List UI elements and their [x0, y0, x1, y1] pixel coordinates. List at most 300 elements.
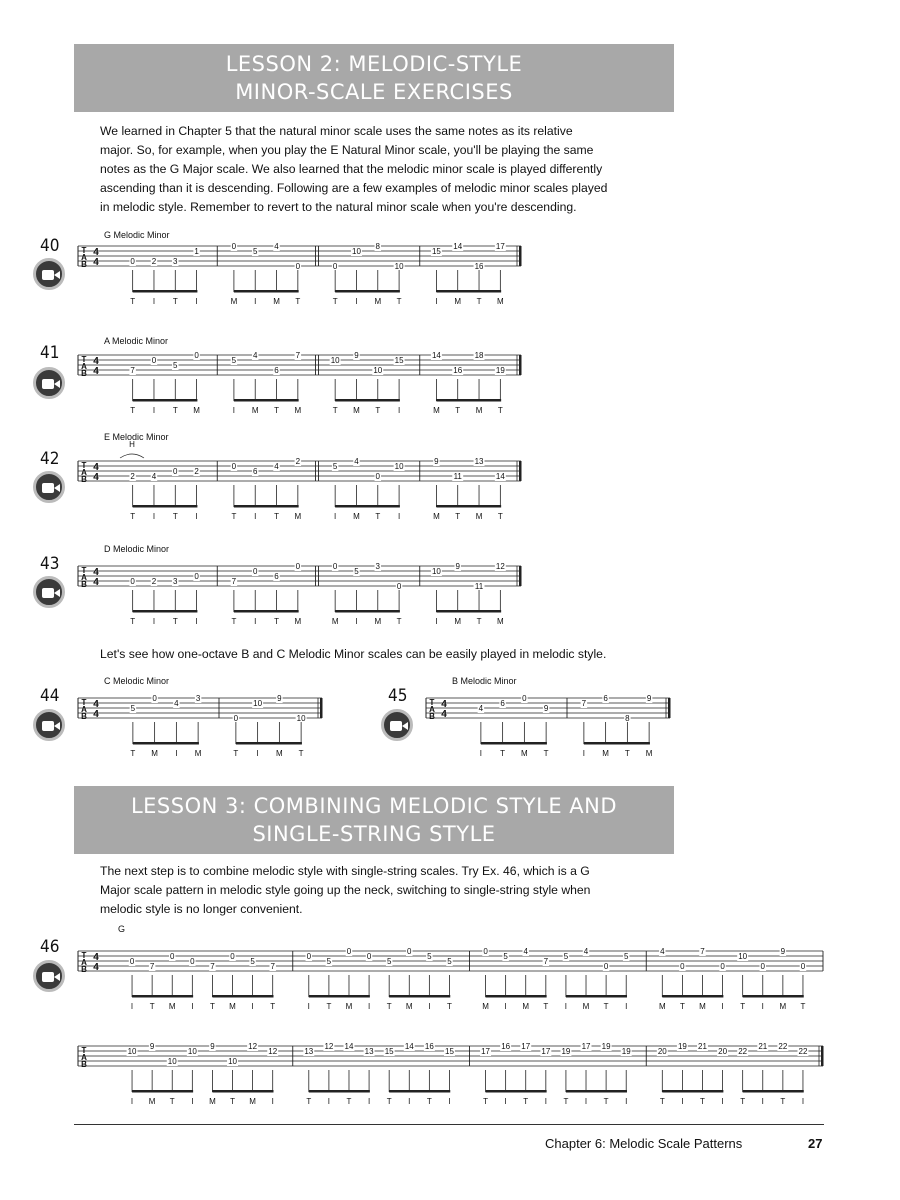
tab-fret-number: 16	[424, 1042, 434, 1051]
tab-fret-number: 7	[231, 577, 237, 586]
paragraph-line: Let's see how one-octave B and C Melodic Minor scales can be easily played in melodic style.	[100, 647, 607, 661]
picking-finger-label: T	[233, 749, 239, 758]
tab-fret-number: 6	[603, 694, 608, 703]
picking-finger-label: I	[355, 617, 358, 626]
footer-rule	[74, 1124, 824, 1125]
tab-clef-b: B	[81, 475, 87, 484]
beam	[486, 995, 547, 998]
tab-fret-number: 6	[500, 699, 505, 708]
tab-clef-t: T	[81, 355, 87, 364]
tab-fret-number: 6	[274, 366, 279, 375]
tab-fret-number: 6	[252, 467, 258, 476]
tab-fret-number: 10	[127, 1047, 137, 1056]
tab-fret-number: 17	[521, 1042, 531, 1051]
picking-finger-label: I	[625, 1097, 628, 1106]
tab-fret-number: 15	[384, 1047, 394, 1056]
tab-fret-number: 10	[738, 952, 748, 961]
time-sig-bottom: 4	[93, 709, 99, 720]
final-barline-thick	[519, 355, 522, 375]
tab-fret-number: 7	[581, 699, 587, 708]
tab-fret-number: 19	[601, 1042, 611, 1051]
picking-finger-label: T	[306, 1097, 312, 1106]
beam	[436, 290, 501, 293]
video-play-icon[interactable]	[33, 960, 65, 992]
paragraph-line: melodic style is no longer convenient.	[100, 902, 303, 916]
picking-finger-label: M	[294, 406, 302, 415]
picking-finger-label: T	[230, 1097, 235, 1106]
time-sig-bottom: 4	[93, 366, 99, 377]
time-sig-top: 4	[93, 699, 99, 710]
picking-finger-label: M	[193, 406, 200, 415]
picking-finger-label: M	[521, 749, 528, 758]
picking-finger-label: T	[700, 1097, 705, 1106]
beam	[132, 995, 193, 998]
tab-fret-number: 9	[149, 1042, 155, 1051]
picking-finger-label: I	[254, 512, 257, 521]
example-number: 40	[40, 236, 60, 256]
picking-finger-label: M	[276, 749, 283, 758]
picking-finger-label: M	[482, 1002, 489, 1011]
picking-finger-label: I	[334, 512, 337, 521]
picking-finger-label: T	[386, 1097, 392, 1106]
picking-finger-label: I	[428, 1002, 431, 1011]
picking-finger-label: T	[172, 512, 178, 521]
tab-fret-number: 13	[474, 457, 484, 466]
tab-clef-a: A	[81, 705, 87, 714]
picking-finger-label: T	[172, 406, 178, 415]
tab-fret-number: 10	[394, 462, 404, 471]
final-barline-thick	[519, 566, 522, 586]
tab-fret-number: 9	[210, 1042, 215, 1051]
tab-fret-number: 18	[474, 351, 484, 360]
beam	[662, 1090, 723, 1093]
tab-fret-number: 21	[698, 1042, 707, 1051]
tab-fret-number: 5	[386, 957, 392, 966]
tab-fret-number: 16	[453, 366, 463, 375]
picking-finger-label: I	[251, 1002, 254, 1011]
paragraph-line: major. So, for example, when you play the E Natural Minor scale, you'll be playing the same	[100, 143, 594, 157]
picking-finger-label: I	[327, 1097, 331, 1106]
picking-finger-label: T	[386, 1002, 392, 1011]
scale-label: B Melodic Minor	[452, 676, 517, 686]
picking-finger-label: I	[195, 297, 198, 306]
tab-fret-number: 15	[445, 1047, 454, 1056]
picking-finger-label: M	[251, 406, 259, 415]
picking-finger-label: T	[396, 297, 402, 306]
picking-finger-label: M	[645, 749, 653, 758]
video-play-icon[interactable]	[33, 709, 65, 741]
beam	[389, 995, 450, 998]
picking-finger-label: M	[230, 297, 238, 306]
tab-fret-number: 19	[495, 366, 505, 375]
picking-finger-label: I	[721, 1002, 724, 1011]
picking-finger-label: I	[191, 1097, 194, 1106]
tab-fret-number: 0	[295, 262, 301, 271]
tab-fret-number: 4	[660, 947, 665, 956]
tab-fret-number: 0	[129, 957, 135, 966]
tab-fret-number: 4	[151, 472, 157, 481]
tab-clef-a: A	[81, 573, 87, 582]
final-barline-thick	[519, 246, 522, 266]
tab-clef-b: B	[81, 712, 87, 721]
beam	[309, 1090, 370, 1093]
tab-fret-number: 0	[366, 952, 372, 961]
tab-fret-number: 7	[130, 366, 135, 375]
picking-finger-label: M	[433, 512, 440, 521]
picking-finger-label: T	[332, 297, 338, 306]
picking-finger-label: T	[800, 1002, 806, 1011]
picking-finger-label: I	[195, 512, 198, 521]
picking-finger-label: T	[270, 1002, 276, 1011]
tab-fret-number: 0	[760, 962, 765, 971]
tab-fret-number: 9	[455, 562, 460, 571]
picking-finger-label: I	[307, 1002, 310, 1011]
final-barline-thick	[519, 461, 522, 481]
picking-finger-label: M	[454, 297, 462, 306]
tab-fret-number: 0	[800, 962, 806, 971]
picking-finger-label: M	[497, 297, 504, 306]
tab-fret-number: 7	[700, 947, 705, 956]
beam	[133, 399, 198, 402]
tab-fret-number: 14	[453, 242, 463, 251]
tab-fret-number: 15	[394, 356, 404, 365]
picking-finger-label: T	[295, 297, 301, 306]
final-barline-thick	[821, 1046, 824, 1066]
tab-fret-number: 2	[194, 467, 199, 476]
tab-fret-number: 7	[270, 962, 275, 971]
tab-fret-number: 0	[396, 582, 402, 591]
picking-finger-label: T	[169, 1097, 175, 1106]
final-barline-thick	[668, 698, 671, 718]
video-play-icon[interactable]	[33, 576, 65, 608]
picking-finger-label: T	[298, 749, 304, 758]
tab-fret-number: 0	[522, 694, 527, 703]
tab-fret-number: 0	[252, 567, 258, 576]
page-number: 27	[808, 1136, 823, 1151]
picking-finger-label: T	[375, 406, 381, 415]
picking-finger-label: T	[476, 297, 482, 306]
picking-finger-label: T	[130, 297, 136, 306]
tab-fret-number: 4	[274, 462, 279, 471]
lesson-2-title-line-1: LESSON 2: MELODIC-STYLE	[225, 52, 523, 76]
tab-fret-number: 5	[332, 462, 338, 471]
tab-fret-number: 4	[252, 351, 258, 360]
time-sig-top: 4	[93, 567, 99, 578]
picking-finger-label: T	[231, 617, 237, 626]
hammer-on-slur	[120, 454, 144, 458]
beam	[212, 1090, 273, 1093]
tab-fret-number: 0	[173, 467, 178, 476]
picking-finger-label: T	[326, 1002, 332, 1011]
tab-fret-number: 22	[778, 1042, 788, 1051]
tab-fret-number: 17	[541, 1047, 551, 1056]
tab-fret-number: 5	[354, 567, 359, 576]
beam	[234, 290, 299, 293]
tab-fret-number: 14	[404, 1042, 414, 1051]
tab-fret-number: 20	[657, 1047, 667, 1056]
beam	[309, 995, 370, 998]
tab-clef-t: T	[81, 1046, 87, 1055]
picking-finger-label: T	[523, 1097, 529, 1106]
beam	[234, 399, 299, 402]
picking-finger-label: T	[659, 1097, 665, 1106]
tab-clef-a: A	[81, 362, 87, 371]
beam	[662, 995, 723, 998]
tab-fret-number: 10	[431, 567, 441, 576]
beam	[481, 742, 547, 745]
tab-fret-number: 0	[407, 947, 412, 956]
picking-finger-label: M	[194, 749, 202, 758]
tab-clef-b: B	[81, 580, 87, 589]
tab-fret-number: 0	[194, 351, 199, 360]
tab-fret-number: 0	[130, 577, 135, 586]
time-sig-bottom: 4	[93, 257, 99, 268]
tab-clef-b: B	[81, 1060, 87, 1069]
example-number: 46	[40, 937, 60, 957]
tab-fret-number: 5	[447, 957, 452, 966]
tab-fret-number: 8	[375, 242, 381, 251]
beam	[335, 290, 400, 293]
scale-label: C Melodic Minor	[104, 676, 170, 686]
tab-fret-number: 7	[543, 957, 549, 966]
tab-clef-b: B	[81, 965, 87, 974]
example-number: 42	[40, 449, 60, 469]
picking-finger-label: I	[130, 1097, 134, 1106]
picking-finger-label: M	[331, 617, 339, 626]
picking-finger-label: I	[256, 749, 259, 758]
time-sig-top: 4	[93, 247, 99, 258]
picking-finger-label: M	[294, 512, 302, 521]
tab-fret-number: 0	[231, 242, 237, 251]
example-number: 43	[40, 554, 60, 574]
tab-fret-number: 3	[195, 694, 201, 703]
tab-fret-number: 12	[268, 1047, 278, 1056]
picking-finger-label: I	[801, 1097, 805, 1106]
picking-finger-label: T	[447, 1002, 452, 1011]
lesson-3-banner	[74, 786, 674, 854]
time-sig-bottom: 4	[93, 577, 99, 588]
picking-finger-label: T	[130, 749, 136, 758]
tab-fret-number: 5	[326, 957, 332, 966]
picking-finger-label: I	[152, 617, 156, 626]
picking-finger-label: M	[353, 406, 360, 415]
tab-fret-number: 10	[373, 366, 383, 375]
scale-label: D Melodic Minor	[104, 544, 170, 554]
tab-fret-number: 0	[720, 962, 725, 971]
time-sig-top: 4	[441, 699, 447, 710]
lesson-2-title-line-2: MINOR-SCALE EXERCISES	[235, 80, 513, 104]
tab-clef-b: B	[429, 712, 435, 721]
picking-finger-label: T	[149, 1002, 155, 1011]
picking-finger-label: T	[679, 1002, 685, 1011]
tab-fret-number: 16	[474, 262, 484, 271]
picking-finger-label: T	[455, 406, 461, 415]
video-play-icon[interactable]	[381, 709, 413, 741]
tab-fret-number: 4	[174, 699, 179, 708]
picking-finger-label: T	[497, 512, 503, 521]
tab-fret-number: 4	[274, 242, 279, 251]
time-sig-bottom: 4	[441, 709, 447, 720]
tab-fret-number: 0	[346, 947, 352, 956]
final-barline-thick	[320, 698, 323, 718]
picking-finger-label: I	[435, 617, 438, 626]
picking-finger-label: T	[274, 617, 279, 626]
picking-finger-label: M	[602, 749, 609, 758]
tab-fret-number: 22	[738, 1047, 748, 1056]
picking-finger-label: M	[497, 617, 504, 626]
picking-finger-label: M	[433, 406, 440, 415]
picking-finger-label: I	[584, 1097, 588, 1106]
picking-finger-label: M	[405, 1002, 413, 1011]
beam	[436, 505, 501, 508]
picking-finger-label: I	[254, 617, 257, 626]
tab-fret-number: 5	[503, 952, 508, 961]
tab-fret-number: 4	[583, 947, 589, 956]
picking-finger-label: T	[375, 512, 381, 521]
picking-finger-label: I	[564, 1002, 568, 1011]
picking-finger-label: T	[130, 406, 136, 415]
tab-fret-number: 9	[646, 694, 652, 703]
picking-finger-label: I	[479, 749, 482, 758]
picking-finger-label: I	[544, 1097, 547, 1106]
tab-fret-number: 11	[474, 582, 484, 591]
tab-fret-number: 20	[718, 1047, 728, 1056]
tab-fret-number: 0	[295, 562, 301, 571]
picking-finger-label: M	[345, 1002, 353, 1011]
tab-fret-number: 10	[352, 247, 361, 256]
tab-fret-number: 10	[330, 356, 340, 365]
tab-fret-number: 10	[167, 1057, 177, 1066]
picking-finger-label: I	[397, 512, 401, 521]
paragraph-line: We learned in Chapter 5 that the natural minor scale uses the same notes as its relative	[100, 124, 573, 138]
tab-fret-number: 3	[173, 577, 178, 586]
tab-fret-number: 9	[543, 704, 549, 713]
tab-fret-number: 12	[324, 1042, 334, 1051]
tab-fret-number: 12	[495, 562, 505, 571]
chapter-footer: Chapter 6: Melodic Scale Patterns	[545, 1136, 743, 1151]
tab-fret-number: 0	[332, 262, 338, 271]
tab-fret-number: 0	[332, 562, 338, 571]
tab-clef-a: A	[81, 1053, 87, 1062]
tab-fret-number: 2	[295, 457, 301, 466]
mid-text	[100, 645, 675, 664]
picking-finger-label: T	[346, 1097, 352, 1106]
beam	[133, 610, 198, 613]
tab-fret-number: 10	[394, 262, 404, 271]
picking-finger-label: T	[740, 1097, 746, 1106]
beam	[743, 995, 804, 998]
tab-fret-number: 9	[780, 947, 786, 956]
picking-finger-label: I	[761, 1002, 764, 1011]
lesson-3-paragraph	[100, 862, 675, 919]
time-sig-bottom: 4	[93, 962, 99, 973]
picking-finger-label: I	[367, 1097, 371, 1106]
example-number: 45	[388, 686, 408, 706]
picking-finger-label: M	[582, 1002, 590, 1011]
tab-fret-number: 6	[274, 572, 279, 581]
tab-fret-number: 2	[151, 577, 157, 586]
picking-finger-label: I	[625, 1002, 628, 1011]
beam	[132, 1090, 193, 1093]
picking-finger-label: T	[172, 297, 178, 306]
video-play-icon[interactable]	[33, 471, 65, 503]
scale-label: G Melodic Minor	[104, 230, 170, 240]
tab-fret-number: 0	[230, 952, 235, 961]
picking-finger-label: I	[175, 749, 178, 758]
tab-fret-number: 13	[304, 1047, 314, 1056]
tab-fret-number: 10	[228, 1057, 237, 1066]
tab-fret-number: 17	[581, 1042, 591, 1051]
time-sig-bottom: 4	[93, 472, 99, 483]
picking-finger-label: M	[229, 1002, 236, 1011]
paragraph-line: notes as the G Major scale. We also learned that the melodic minor scale is played differently	[100, 162, 603, 176]
picking-finger-label: M	[374, 617, 382, 626]
tab-fret-number: 0	[152, 694, 157, 703]
picking-finger-label: T	[231, 512, 237, 521]
picking-finger-label: I	[504, 1002, 507, 1011]
hammer-on-label: H	[129, 440, 135, 449]
picking-finger-label: M	[148, 1097, 156, 1106]
lesson-3-title-line-1: LESSON 3: COMBINING MELODIC STYLE AND	[130, 794, 618, 818]
picking-finger-label: T	[130, 512, 136, 521]
paragraph-line: Major scale pattern in melodic style going up the neck, switching to single-string style when	[100, 883, 591, 897]
picking-finger-label: M	[168, 1002, 176, 1011]
video-play-icon[interactable]	[33, 367, 65, 399]
paragraph-line: in melodic style. Remember to revert to the natural minor scale when you're descending.	[100, 200, 577, 214]
picking-finger-label: I	[232, 406, 236, 415]
tab-clef-t: T	[81, 951, 87, 960]
picking-finger-label: M	[475, 512, 483, 521]
picking-finger-label: I	[504, 1097, 507, 1106]
picking-finger-label: I	[271, 1097, 274, 1106]
paragraph-line: ascending than it is descending. Following are a few examples of melodic minor scales played	[100, 181, 608, 195]
beam	[234, 505, 299, 508]
picking-finger-label: I	[435, 297, 438, 306]
beam	[133, 290, 198, 293]
picking-finger-label: I	[408, 1097, 411, 1106]
tab-fret-number: 0	[151, 356, 157, 365]
picking-finger-label: T	[455, 512, 461, 521]
beam	[389, 1090, 450, 1093]
picking-finger-label: T	[624, 749, 630, 758]
tab-clef-t: T	[81, 461, 87, 470]
scale-label: E Melodic Minor	[104, 432, 169, 442]
tab-fret-number: 2	[130, 472, 135, 481]
tab-fret-number: 14	[344, 1042, 354, 1051]
tab-fret-number: 3	[375, 562, 381, 571]
picking-finger-label: M	[374, 297, 382, 306]
tab-fret-number: 5	[427, 952, 432, 961]
beam	[335, 399, 400, 402]
beam	[436, 399, 501, 402]
picking-finger-label: T	[500, 749, 506, 758]
picking-finger-label: M	[294, 617, 302, 626]
tab-fret-number: 0	[603, 962, 609, 971]
picking-finger-label: I	[367, 1002, 371, 1011]
tab-fret-number: 12	[248, 1042, 258, 1051]
example-number: 41	[40, 343, 60, 363]
beam	[335, 505, 400, 508]
tab-fret-number: 5	[563, 952, 569, 961]
tab-fret-number: 14	[495, 472, 505, 481]
picking-finger-label: I	[152, 297, 156, 306]
tab-fret-number: 4	[523, 947, 528, 956]
picking-finger-label: T	[332, 406, 338, 415]
picking-finger-label: I	[152, 512, 156, 521]
picking-finger-label: I	[254, 297, 257, 306]
lesson-3-title-line-2: SINGLE-STRING STYLE	[252, 822, 496, 846]
picking-finger-label: I	[721, 1097, 724, 1106]
